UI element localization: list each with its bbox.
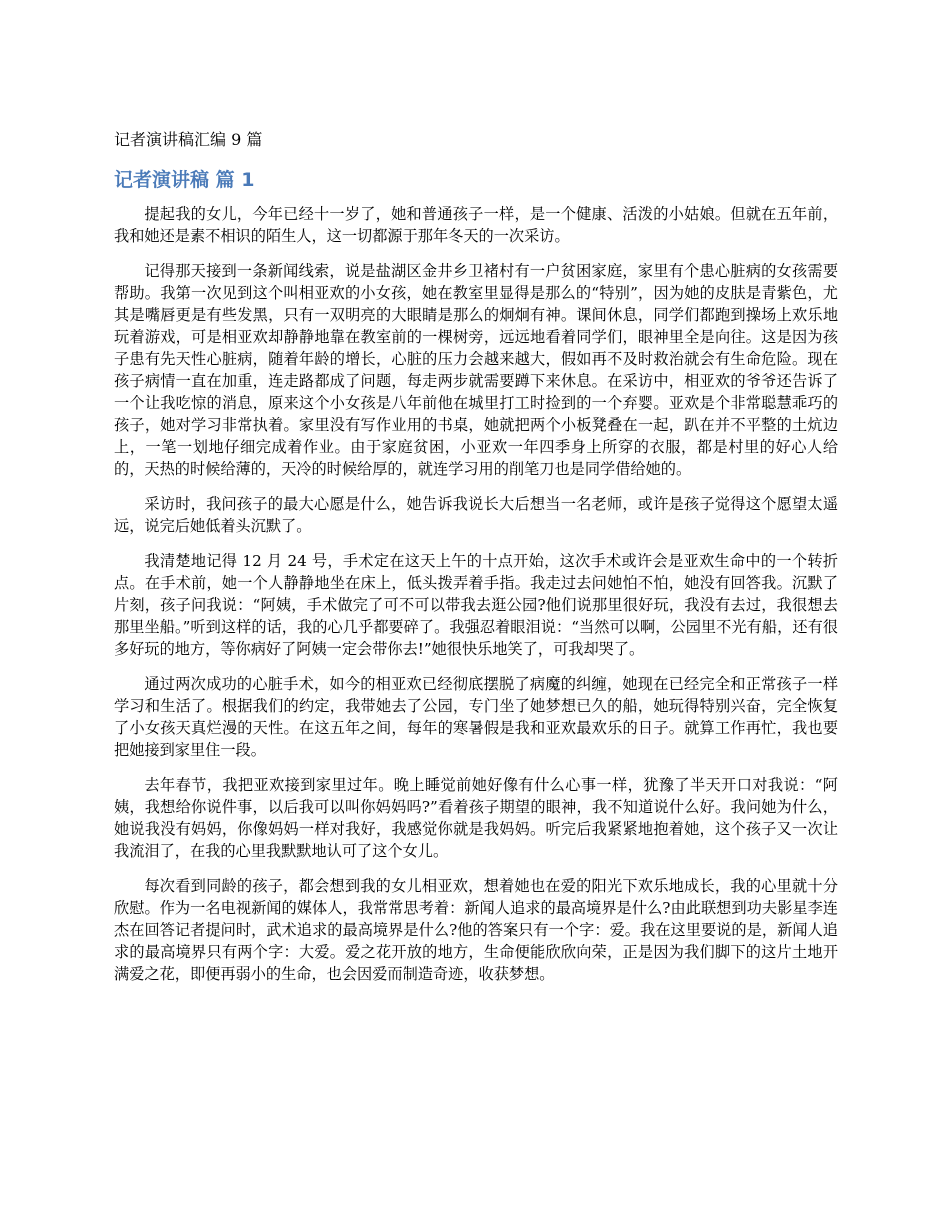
section-heading: 记者演讲稿 篇 1 (114, 169, 255, 191)
paragraph: 我清楚地记得 12 月 24 号，手术定在这天上午的十点开始，这次手术或许会是亚欢生命中的一个转折点。在手术前，她一个人静静地坐在床上，低头拨弄着手指。我走过去问她怕不怕，她没有回答我。沉默了片刻，孩子问我说：“阿姨，手术做完了可不可以带我去逛公园?他们说那里很好玩，我没有去过，我很想去那里坐船。”听到这样的话，我的心几乎都要碎了。我强忍着眼泪说：“当然可以啊，公园里不光有船，还有很多好玩的地方，等你病好了阿姨一定会带你去!”她很快乐地笑了，可我却哭了。 (114, 552, 838, 658)
document-body (114, 203, 838, 998)
paragraph: 去年春节，我把亚欢接到家里过年。晚上睡觉前她好像有什么心事一样，犹豫了半天开口对我说：“阿姨，我想给你说件事，以后我可以叫你妈妈吗?”看着孩子期望的眼神，我不知道说什么好。我问她为什么，她说我没有妈妈，你像妈妈一样对我好，我感觉你就是我妈妈。听完后我紧紧地抱着她，这个孩子又一次让我流泪了，在我的心里我默默地认可了这个女儿。 (114, 776, 838, 860)
paragraph: 每次看到同龄的孩子，都会想到我的女儿相亚欢，想着她也在爱的阳光下欢乐地成长，我的心里就十分欣慰。作为一名电视新闻的媒体人，我常常思考着：新闻人追求的最高境界是什么?由此联想到功夫影星李连杰在回答记者提问时，武术追求的最高境界是什么?他的答案只有一个字：爱。我在这里要说的是，新闻人追求的最高境界只有两个字：大爱。爱之花开放的地方，生命便能欣欣向荣，正是因为我们脚下的这片土地开满爱之花，即便再弱小的生命，也会因爱而制造奇迹，收获梦想。 (114, 877, 838, 983)
paragraph: 记得那天接到一条新闻线索，说是盐湖区金井乡卫褚村有一户贫困家庭，家里有个患心脏病的女孩需要帮助。我第一次见到这个叫相亚欢的小女孩，她在教室里显得是那么的“特别”，因为她的皮肤是青紫色，尤其是嘴唇更是有些发黑，只有一双明亮的大眼睛是那么的炯炯有神。课间休息，同学们都跑到操场上欢乐地玩着游戏，可是相亚欢却静静地靠在教室前的一棵树旁，远远地看着同学们，眼神里全是向往。这是因为孩子患有先天性心脏病，随着年龄的增长，心脏的压力会越来越大，假如再不及时救治就会有生命危险。现在孩子病情一直在加重，连走路都成了问题，每走两步就需要蹲下来休息。在采访中，相亚欢的爷爷还告诉了一个让我吃惊的消息，原来这个小女孩是八年前他在城里打工时捡到的一个弃婴。亚欢是个非常聪慧乖巧的孩子，她对学习非常执着。家里没有写作业用的书桌，她就把两个小板凳叠在一起，趴在并不平整的土炕边上，一笔一划地仔细完成着作业。由于家庭贫困，小亚欢一年四季身上所穿的衣服，都是村里的好心人给的，天热的时候给薄的，天冷的时候给厚的，就连学习用的削笔刀也是同学借给她的。 (114, 262, 838, 478)
document-title: 记者演讲稿汇编 9 篇 (114, 130, 263, 149)
paragraph: 通过两次成功的心脏手术，如今的相亚欢已经彻底摆脱了病魔的纠缠，她现在已经完全和正常孩子一样学习和生活了。根据我们的约定，我带她去了公园，专门坐了她梦想已久的船，她玩得特别兴奋，完全恢复了小女孩天真烂漫的天性。在这五年之间，每年的寒暑假是我和亚欢最欢乐的日子。就算工作再忙，我也要把她接到家里住一段。 (114, 675, 838, 759)
paragraph: 采访时，我问孩子的最大心愿是什么，她告诉我说长大后想当一名老师，或许是孩子觉得这个愿望太遥远，说完后她低着头沉默了。 (114, 495, 838, 535)
paragraph: 提起我的女儿，今年已经十一岁了，她和普通孩子一样，是一个健康、活泼的小姑娘。但就在五年前，我和她还是素不相识的陌生人，这一切都源于那年冬天的一次采访。 (114, 205, 838, 245)
